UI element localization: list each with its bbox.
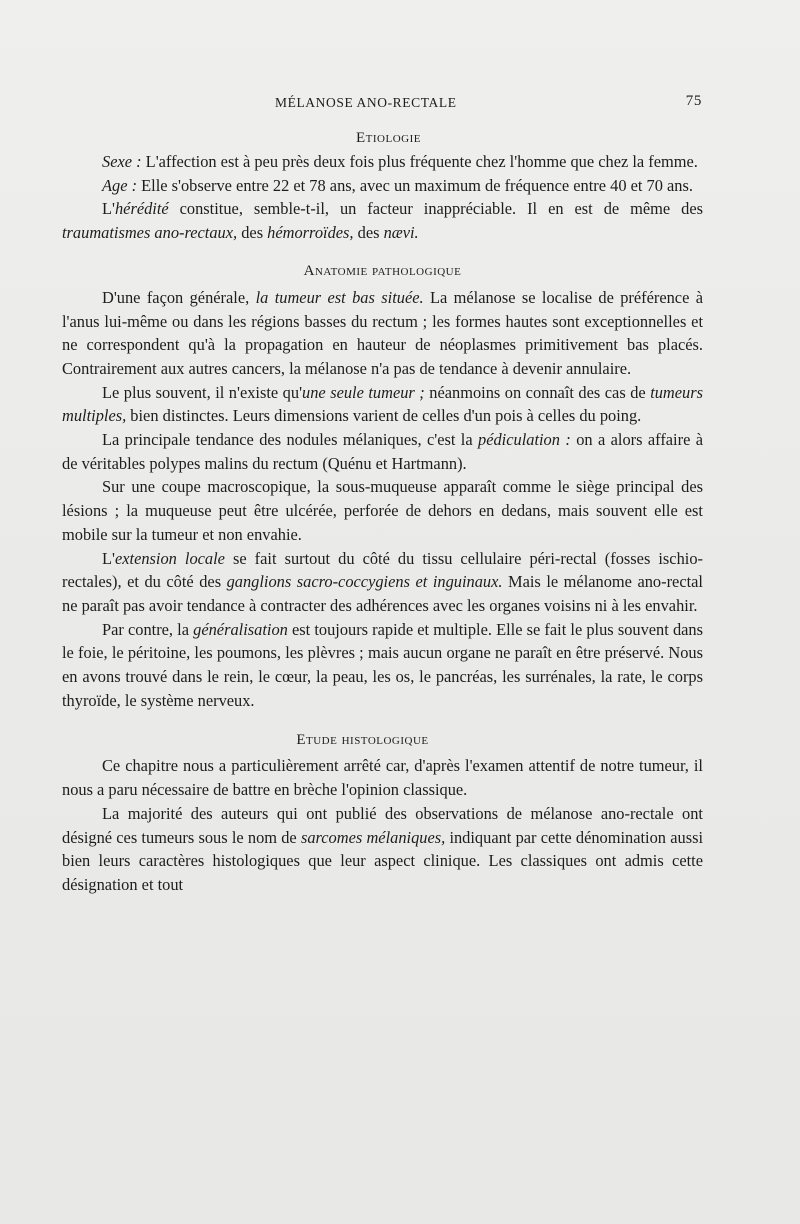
paragraph-pediculation: La principale tendance des nodules mélaniques, c'est la pédiculation : on a alors affaire à de véritables polypes malins du rectum (Quénu et Hartmann).: [62, 430, 704, 473]
page-body: [62, 126, 703, 897]
section-heading-etiologie: Etiologie: [356, 130, 421, 146]
paragraph-age: Age : Elle s'observe entre 22 et 78 ans, avec un maximum de fréquence entre 40 et 70 ans.: [102, 175, 693, 195]
paragraph-localisation: D'une façon générale, la tumeur est bas située. La mélanose se localise de préférence à l'anus lui-même ou dans les régions basses du rectum ; les formes hautes sont exceptionnelles et ne correspondent qu'à la propagation en hauteur de néoplasmes primitivement bas placés. Contrairement aux autres cancers, la mélanose n'a pas de tendance à devenir annulaire.: [62, 287, 704, 378]
page-header: [92, 93, 702, 115]
paragraph-nombre: Le plus souvent, il n'existe qu'une seule tumeur ; néanmoins on connaît des cas de tumeurs multiples, bien distinctes. Leurs dimensions varient de celles d'un pois à celles du poing.: [62, 382, 704, 426]
section-heading-etude: Etude histologique: [296, 732, 429, 749]
paragraph-coupe: Sur une coupe macroscopique, la sous-muqueuse apparaît comme le siège principal des lésions ; la muqueuse peut être ulcérée, perforée de dehors en dedans, mais souvent elle est mobile sur la tumeur et non envahie.: [62, 477, 703, 544]
paragraph-heredite: L'hérédité constitue, semble-t-il, un facteur inappréciable. Il en est de même des traumatismes ano-rectaux, des hémorroïdes, des nævi.: [62, 199, 703, 243]
paragraph-sexe: Sexe : L'affection est à peu près deux fois plus fréquente chez l'homme que chez la femme.: [102, 152, 698, 171]
paragraph-extension: L'extension locale se fait surtout du côté du tissu cellulaire péri-rectal (fosses ischio-rectales), et du côté des ganglions sacro-coccygiens et inguinaux. Mais le mélanome ano-rectal ne paraît pas avoir tendance à contracter des adhérences avec les organes voisins ni à les envahir.: [62, 548, 703, 615]
paragraph-chapitre: Ce chapitre nous a particulièrement arrêté car, d'après l'examen attentif de notre tumeur, il nous a paru nécessaire de battre en brèche l'opinion classique.: [62, 756, 703, 800]
paragraph-generalisation: Par contre, la généralisation est toujours rapide et multiple. Elle se fait le plus souvent dans le foie, le péritoine, les poumons, les plèvres ; mais aucun organe ne paraît en être préservé. Nous en avons trouvé dans le rein, le cœur, la peau, les os, le pancréas, les surrénales, la rate, le corps thyroïde, le système nerveux.: [62, 619, 703, 710]
running-title: MÉLANOSE ANO-RECTALE: [275, 95, 457, 110]
term-sexe: Sexe :: [102, 152, 142, 171]
section-heading-anatomie: Anatomie pathologique: [303, 262, 462, 279]
term-age: Age :: [102, 175, 138, 195]
page-number: 75: [685, 93, 702, 109]
paragraph-majorite: La majorité des auteurs qui ont publié des observations de mélanose ano-rectale ont désigné ces tumeurs sous le nom de sarcomes mélaniques, indiquant par cette dénomination aussi bien leurs caractères histologiques que leur aspect clinique. Les classiques ont admis cette désignation et tout: [62, 803, 704, 894]
